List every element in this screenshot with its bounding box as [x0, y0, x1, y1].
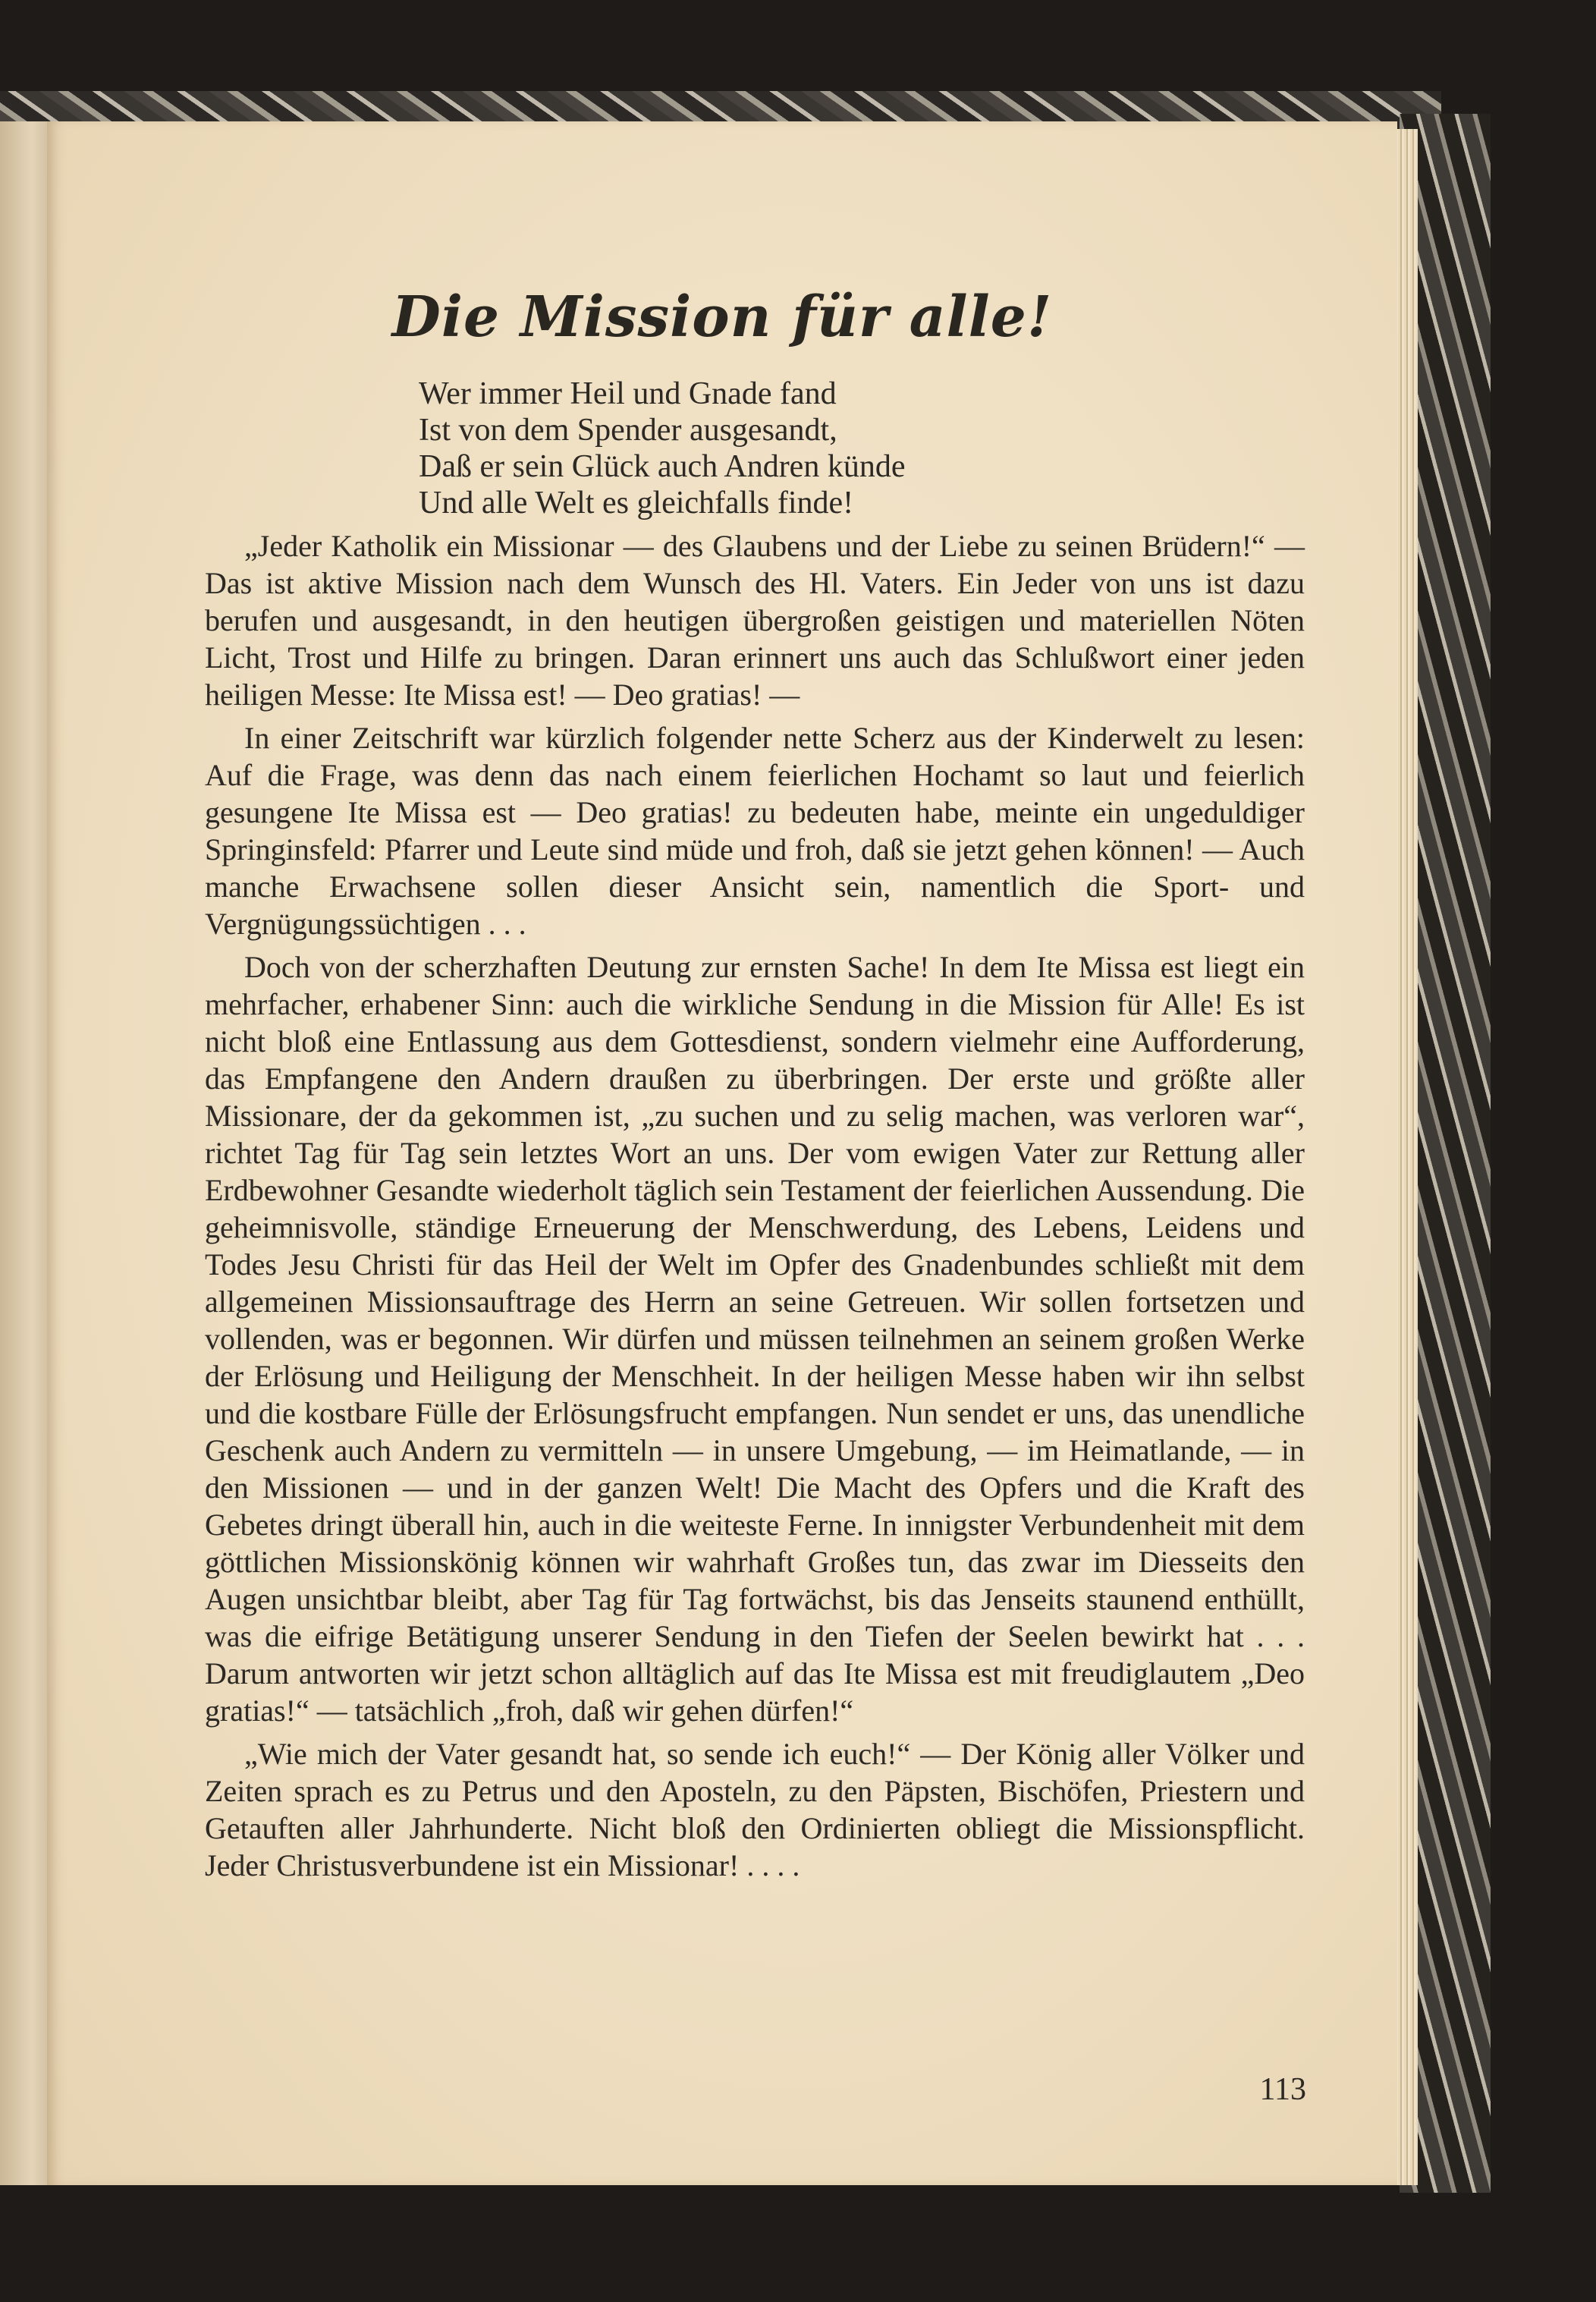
verse-line: Daß er sein Glück auch Andren künde [419, 449, 906, 484]
verse [419, 376, 1101, 521]
paragraph: „Jeder Katholik ein Missionar — des Glaubens und der Liebe zu seinen Brüdern!“ — Das ist aktive Mission nach dem Wunsch des Hl. Vaters. Ein Jeder von uns ist dazu berufen und ausgesandt, in den heutigen übergroßen geistigen und materiellen Nöten Licht, Trost und Hilfe zu bringen. Daran erinnert uns auch das Schlußwort einer jeden heiligen Messe: Ite Missa est! — Deo gratias! — [205, 529, 1305, 712]
verse-line: Und alle Welt es gleichfalls finde! [419, 486, 854, 520]
paragraph: „Wie mich der Vater gesandt hat, so sende ich euch!“ — Der König aller Völker und Zeiten sprach es zu Petrus und den Aposteln, zu den Päpsten, Bischöfen, Priestern und Getauften aller Jahrhunderte. Nicht bloß den Ordinierten obliegt die Missionspflicht. Jeder Christusverbundene ist ein Missionar! . . . . [205, 1737, 1305, 1882]
paragraph: In einer Zeitschrift war kürzlich folgender nette Scherz aus der Kinderwelt zu lesen: Auf die Frage, was denn das nach einem feierlichen Hochamt so laut und feierlich gesungene Ite Missa est — Deo gratias! zu bedeuten habe, meinte ein ungeduldiger Springinsfeld: Pfarrer und Leute sind müde und froh, daß sie jetzt gehen können! — Auch manche Erwachsene sollen dieser Ansicht sein, namentlich die Sport- und Vergnügungssüchtigen . . . [205, 721, 1305, 941]
book-page [47, 121, 1397, 2185]
facing-page-edge [0, 121, 53, 2185]
paragraph: Doch von der scherzhaften Deutung zur ernsten Sache! In dem Ite Missa est liegt ein mehrfacher, erhabener Sinn: auch die wirkliche Sendung in die Mission für Alle! Es ist nicht bloß eine Entlassung aus dem Gottesdienst, sondern vielmehr eine Aufforderung, das Empfangene den Andern draußen zu überbringen. Der erste und größte aller Missionare, der da gekommen ist, „zu suchen und zu selig machen, was verloren war“, richtet Tag für Tag sein letztes Wort an uns. Der vom ewigen Vater zur Rettung aller Erdbewohner Gesandte wiederholt täglich sein Testament der feierlichen Aussendung. Die geheimnisvolle, ständige Erneuerung der Menschwerdung, des Lebens, Leidens und Todes Jesu Christi für das Heil der Welt im Opfer des Gnadenbundes schließt mit dem allgemeinen Missionsauftrage des Herrn an seine Getreuen. Wir sollen fortsetzen und vollenden, was er begonnen. Wir dürfen und müssen teilnehmen an seinem großen Werke der Erlösung und Heiligung der Menschheit. In der heiligen Messe haben wir ihn selbst und die kostbare Fülle der Erlösungsfrucht empfangen. Nun sendet er uns, das unendliche Geschenk auch Andern zu vermitteln — in unsere Umgebung, — im Heimatlande, — in den Missionen — und in der ganzen Welt! Die Macht des Opfers und die Kraft des Gebetes dringt überall hin, auch in die weiteste Ferne. In innigster Verbundenheit mit dem göttlichen Missionskönig können wir wahrhaft Großes tun, das zwar im Diesseits den Augen unsichtbar bleibt, aber Tag für Tag fortwächst, bis das Jenseits staunend enthüllt, was die eifrige Betätigung unserer Sendung in den Tiefen der Seelen bewirkt hat . . . Darum antworten wir jetzt schon alltäglich auf das Ite Missa est mit freudiglautem „Deo gratias!“ — tatsächlich „froh, daß wir gehen dürfen!“ [205, 950, 1305, 1728]
body-text [205, 527, 1305, 1890]
page-title: Die Mission für alle! [391, 285, 1053, 350]
verse-line: Wer immer Heil und Gnade fand [419, 376, 837, 411]
verse-line: Ist von dem Spender ausgesandt, [419, 413, 837, 448]
page-number: 113 [1259, 2072, 1306, 2107]
